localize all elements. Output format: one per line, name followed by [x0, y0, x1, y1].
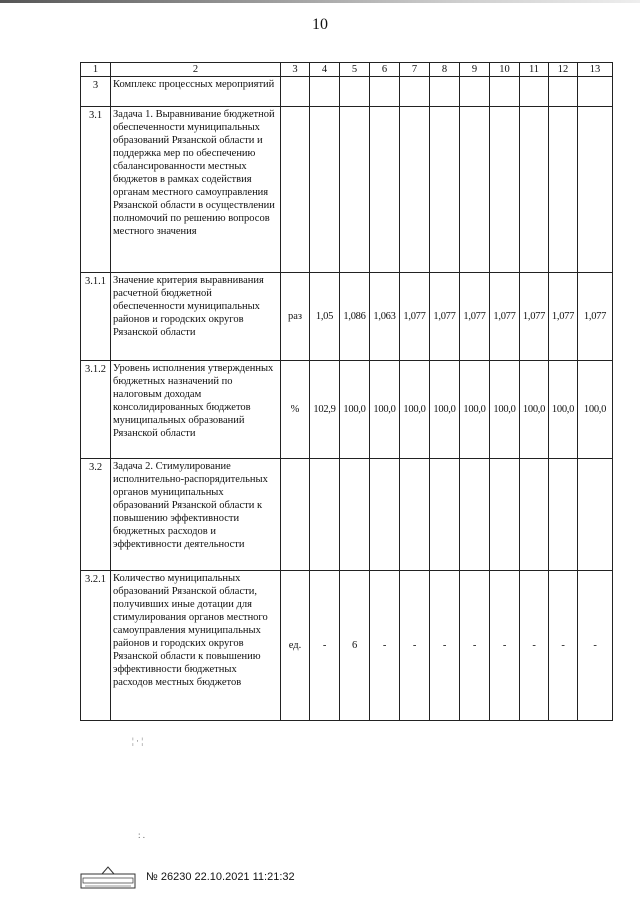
value-cell: 100,0	[430, 361, 460, 459]
value-cell	[430, 107, 460, 273]
value-cell: 1,077	[430, 273, 460, 361]
value-cell: -	[310, 571, 340, 721]
row-description: Задача 2. Стимулирование исполнительно-распорядительных органов муниципальных образований Рязанской области к повышению эффективности бюджетных расходов и эффективности деятельности	[111, 459, 281, 571]
value-cell	[340, 107, 370, 273]
header-cell: 11	[520, 63, 549, 77]
row-number: 3.2.1	[81, 571, 111, 721]
ecp-stamp-icon	[80, 864, 136, 890]
header-cell: 13	[578, 63, 613, 77]
header-cell: 6	[370, 63, 400, 77]
header-cell: 4	[310, 63, 340, 77]
header-cell: 9	[460, 63, 490, 77]
value-cell	[400, 459, 430, 571]
row-number: 3	[81, 77, 111, 107]
value-cell	[430, 459, 460, 571]
indicators-table	[80, 62, 613, 721]
value-cell: 1,063	[370, 273, 400, 361]
value-cell	[578, 77, 613, 107]
value-cell: 1,077	[549, 273, 578, 361]
value-cell	[400, 77, 430, 107]
value-cell	[460, 77, 490, 107]
value-cell	[549, 459, 578, 571]
header-cell: 1	[81, 63, 111, 77]
value-cell: 1,05	[310, 273, 340, 361]
value-cell	[490, 107, 520, 273]
value-cell	[520, 107, 549, 273]
header-cell: 8	[430, 63, 460, 77]
value-cell	[490, 77, 520, 107]
header-cell: 3	[281, 63, 310, 77]
value-cell	[370, 107, 400, 273]
value-cell: 100,0	[400, 361, 430, 459]
row-number: 3.2	[81, 459, 111, 571]
header-cell: 2	[111, 63, 281, 77]
value-cell: 1,077	[490, 273, 520, 361]
registration-stamp-text: № 26230 22.10.2021 11:21:32	[146, 871, 295, 883]
row-description: Количество муниципальных образований Рязанской области, получивших иные дотации для стимулирования органов местного самоуправления муниципальных районов и городских округов Рязанской области к повышению эффективности бюджетных расходов местных бюджетов	[111, 571, 281, 721]
header-cell: 10	[490, 63, 520, 77]
value-cell: 100,0	[549, 361, 578, 459]
value-cell	[578, 459, 613, 571]
table-row	[81, 273, 613, 361]
scan-mark: : .	[138, 830, 146, 840]
value-cell: 100,0	[520, 361, 549, 459]
table-row	[81, 459, 613, 571]
value-cell	[460, 107, 490, 273]
value-cell	[400, 107, 430, 273]
value-cell	[370, 459, 400, 571]
row-number: 3.1.1	[81, 273, 111, 361]
row-description: Значение критерия выравнивания расчетной бюджетной обеспеченности муниципальных районов и городских округов Рязанской области	[111, 273, 281, 361]
value-cell: 100,0	[460, 361, 490, 459]
value-cell: -	[520, 571, 549, 721]
value-cell: 1,086	[340, 273, 370, 361]
value-cell: -	[578, 571, 613, 721]
row-description: Задача 1. Выравнивание бюджетной обеспеченности муниципальных образований Рязанской области и поддержка мер по обеспечению сбалансированности местных бюджетов в рамках содействия органам местного самоуправления Рязанской области в осуществлении полномочий по решению вопросов местного значения	[111, 107, 281, 273]
header-cell: 7	[400, 63, 430, 77]
value-cell: 102,9	[310, 361, 340, 459]
row-number: 3.1.2	[81, 361, 111, 459]
value-cell	[520, 459, 549, 571]
row-number: 3.1	[81, 107, 111, 273]
value-cell: 100,0	[340, 361, 370, 459]
value-cell	[490, 459, 520, 571]
value-cell	[310, 77, 340, 107]
table-row	[81, 77, 613, 107]
value-cell: -	[549, 571, 578, 721]
value-cell: 100,0	[578, 361, 613, 459]
value-cell	[549, 107, 578, 273]
row-unit	[281, 77, 310, 107]
value-cell	[310, 459, 340, 571]
value-cell: 100,0	[370, 361, 400, 459]
table-row	[81, 571, 613, 721]
value-cell: -	[370, 571, 400, 721]
row-unit: %	[281, 361, 310, 459]
value-cell: -	[460, 571, 490, 721]
value-cell	[340, 77, 370, 107]
table-header-row	[81, 63, 613, 77]
value-cell	[549, 77, 578, 107]
value-cell: -	[430, 571, 460, 721]
table-row	[81, 107, 613, 273]
value-cell	[460, 459, 490, 571]
header-cell: 5	[340, 63, 370, 77]
value-cell	[520, 77, 549, 107]
header-cell: 12	[549, 63, 578, 77]
row-unit: раз	[281, 273, 310, 361]
page-number: 10	[312, 16, 328, 33]
value-cell	[340, 459, 370, 571]
value-cell: -	[400, 571, 430, 721]
row-unit: ед.	[281, 571, 310, 721]
value-cell: 1,077	[578, 273, 613, 361]
value-cell	[430, 77, 460, 107]
scan-mark: ¦ · ¦	[132, 736, 144, 746]
value-cell: 1,077	[460, 273, 490, 361]
scan-top-edge	[0, 0, 640, 3]
table-row	[81, 361, 613, 459]
value-cell: 100,0	[490, 361, 520, 459]
value-cell: 1,077	[520, 273, 549, 361]
value-cell: 6	[340, 571, 370, 721]
value-cell	[578, 107, 613, 273]
value-cell	[310, 107, 340, 273]
row-description: Уровень исполнения утвержденных бюджетных назначений по налоговым доходам консолидированных бюджетов муниципальных образований Рязанской области	[111, 361, 281, 459]
row-description: Комплекс процессных мероприятий	[111, 77, 281, 107]
row-unit	[281, 459, 310, 571]
row-unit	[281, 107, 310, 273]
value-cell: -	[490, 571, 520, 721]
value-cell	[370, 77, 400, 107]
value-cell: 1,077	[400, 273, 430, 361]
